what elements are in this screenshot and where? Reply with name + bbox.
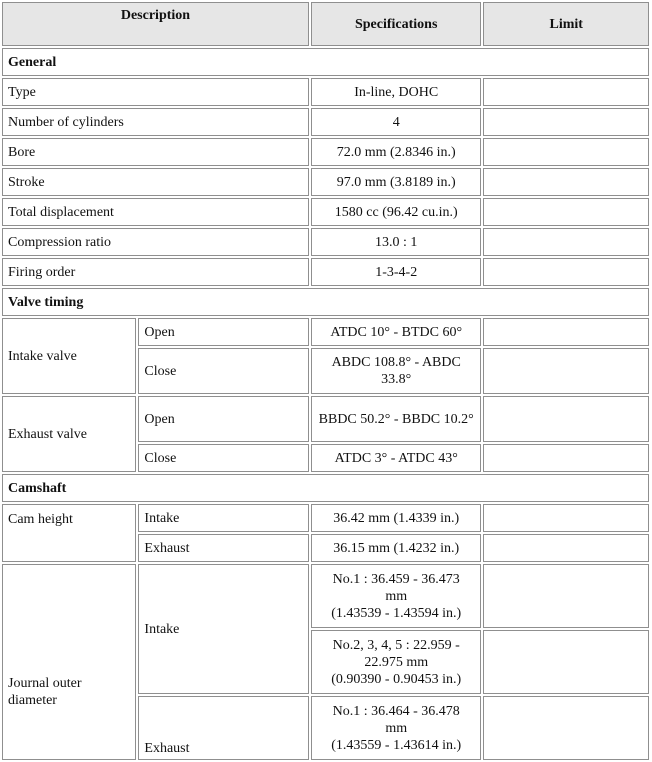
- row-label-exhaust-valve: Exhaust valve: [2, 396, 136, 472]
- table-row: [2, 108, 649, 136]
- table-row: [2, 258, 649, 286]
- limit-cell: [483, 444, 649, 472]
- spec-exhaust-open: BBDC 50.2° - BBDC 10.2°: [311, 396, 482, 442]
- limit-cell: [483, 630, 649, 694]
- spec-bore: 72.0 mm (2.8346 in.): [311, 138, 482, 166]
- spec-exhaust-close: ATDC 3° - ATDC 43°: [311, 444, 482, 472]
- spec-intake-open: ATDC 10° - BTDC 60°: [311, 318, 482, 346]
- spec-journal-intake-no2: [311, 630, 482, 694]
- sub-label-close: Close: [138, 444, 309, 472]
- spec-line: (1.43539 - 1.43594 in.): [331, 605, 462, 621]
- spec-displacement: 1580 cc (96.42 cu.in.): [311, 198, 482, 226]
- limit-cell: [483, 696, 649, 760]
- table-row: [2, 504, 649, 532]
- spec-stroke: 97.0 mm (3.8189 in.): [311, 168, 482, 196]
- spec-line: No.1 : 36.459 - 36.473: [332, 571, 460, 587]
- spec-line: mm: [385, 720, 408, 736]
- spec-line: No.2, 3, 4, 5 : 22.959 -: [332, 637, 460, 653]
- sub-label-exhaust: Exhaust: [138, 534, 309, 562]
- limit-cell: [483, 108, 649, 136]
- sub-label-open: Open: [138, 318, 309, 346]
- sub-label-close: Close: [138, 348, 309, 394]
- spec-journal-exhaust-no1: [311, 696, 482, 760]
- table-row: [2, 396, 649, 442]
- row-label-cam-height: Cam height: [2, 504, 136, 562]
- sub-label-exhaust: Exhaust: [138, 696, 309, 760]
- spec-line: 22.975 mm: [364, 654, 429, 670]
- spec-line: (0.90390 - 0.90453 in.): [331, 671, 462, 687]
- row-label-cylinders: Number of cylinders: [2, 108, 309, 136]
- header-row: [2, 2, 649, 46]
- spec-type: In-line, DOHC: [311, 78, 482, 106]
- limit-cell: [483, 198, 649, 226]
- section-general: General: [2, 48, 649, 76]
- spec-line: No.1 : 36.464 - 36.478: [332, 703, 460, 719]
- spec-line: (1.43559 - 1.43614 in.): [331, 737, 462, 753]
- description-header: Description: [2, 2, 309, 46]
- table-row: [2, 318, 649, 346]
- limit-cell: [483, 138, 649, 166]
- sub-label-intake: Intake: [138, 504, 309, 532]
- table-row: [2, 168, 649, 196]
- row-label-bore: Bore: [2, 138, 309, 166]
- row-label-intake-valve: Intake valve: [2, 318, 136, 394]
- sub-label-open: Open: [138, 396, 309, 442]
- row-label-firing-order: Firing order: [2, 258, 309, 286]
- table-row: [2, 564, 649, 628]
- spec-intake-close: ABDC 108.8° - ABDC 33.8°: [311, 348, 482, 394]
- section-valve-timing: Valve timing: [2, 288, 649, 316]
- section-row-valve-timing: [2, 288, 649, 316]
- sub-label-intake: Intake: [138, 564, 309, 694]
- spec-cam-height-intake: 36.42 mm (1.4339 in.): [311, 504, 482, 532]
- row-label-compression: Compression ratio: [2, 228, 309, 256]
- limit-cell: [483, 396, 649, 442]
- spec-line: mm: [385, 588, 408, 604]
- section-row-camshaft: [2, 474, 649, 502]
- row-label-displacement: Total displacement: [2, 198, 309, 226]
- row-label-type: Type: [2, 78, 309, 106]
- spec-cam-height-exhaust: 36.15 mm (1.4232 in.): [311, 534, 482, 562]
- spec-firing-order: 1-3-4-2: [311, 258, 482, 286]
- limit-cell: [483, 78, 649, 106]
- limit-header: Limit: [483, 2, 649, 46]
- limit-cell: [483, 534, 649, 562]
- row-label-journal-outer-diameter: Journal outer diameter: [2, 564, 136, 760]
- spec-journal-intake-no1: [311, 564, 482, 628]
- section-camshaft: Camshaft: [2, 474, 649, 502]
- limit-cell: [483, 258, 649, 286]
- limit-cell: [483, 504, 649, 532]
- section-row-general: [2, 48, 649, 76]
- spec-compression: 13.0 : 1: [311, 228, 482, 256]
- table-row: [2, 198, 649, 226]
- specifications-header: Specifications: [311, 2, 482, 46]
- table-row: [2, 138, 649, 166]
- table-row: [2, 228, 649, 256]
- limit-cell: [483, 318, 649, 346]
- limit-cell: [483, 348, 649, 394]
- limit-cell: [483, 564, 649, 628]
- spec-cylinders: 4: [311, 108, 482, 136]
- table-row: [2, 78, 649, 106]
- row-label-stroke: Stroke: [2, 168, 309, 196]
- limit-cell: [483, 168, 649, 196]
- limit-cell: [483, 228, 649, 256]
